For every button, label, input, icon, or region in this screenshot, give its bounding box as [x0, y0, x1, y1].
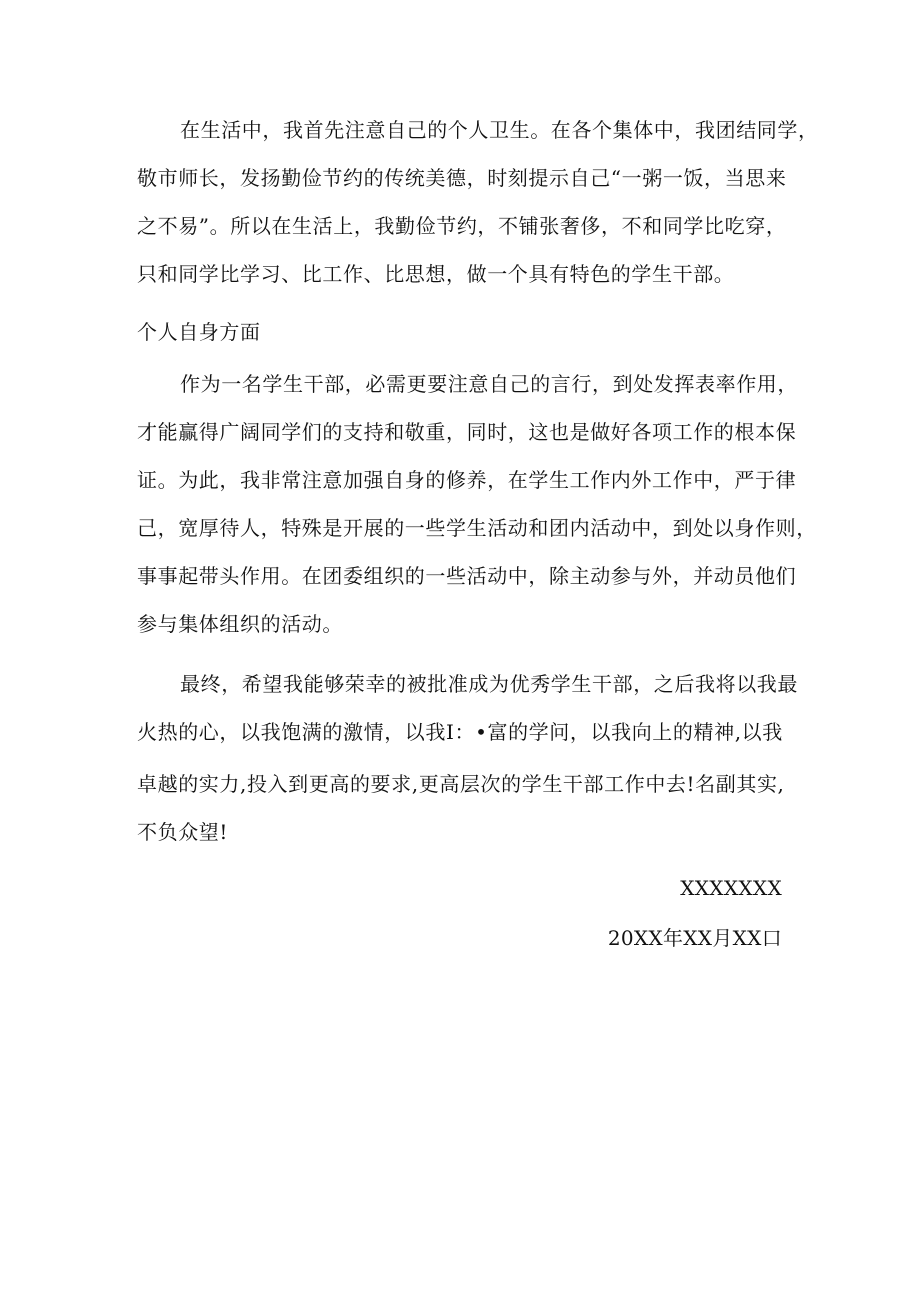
paragraph-1-line-4: 只和同学比学习、比工作、比思想，做一个具有特色的学生干部。	[137, 262, 735, 286]
paragraph-1-line-1: 在生活中，我首先注意自己的个人卫生。在各个集体中，我团结同学，	[180, 118, 819, 142]
paragraph-2-line-5: 事事起带头作用。在团委组织的一些活动中，除主动参与外，并动员他们	[137, 564, 797, 588]
signature-date: 20XX年XX月XX口	[607, 926, 782, 950]
paragraph-2-line-1: 作为一名学生干部，必需更要注意自己的言行，到处发挥表率作用，	[180, 372, 798, 396]
section-heading: 个人自身方面	[137, 320, 261, 344]
paragraph-2-line-2: 才能赢得广阔同学们的支持和敬重，同时，这也是做好各项工作的根本保	[137, 420, 797, 444]
paragraph-3-line-2: 火热的心，以我饱满的激情，以我I：•富的学问，以我向上的精神,以我	[137, 720, 783, 744]
paragraph-3-line-1: 最终，希望我能够荣幸的被批准成为优秀学生干部，之后我将以我最	[180, 672, 798, 696]
signature-name: XXXXXXX	[680, 876, 782, 900]
paragraph-2-line-4: 己，宽厚待人，特殊是开展的一些学生活动和团内活动中，到处以身作则，	[137, 516, 817, 540]
paragraph-3-line-4: 不负众望!	[137, 820, 229, 844]
paragraph-2-line-6: 参与集体组织的活动。	[137, 612, 343, 636]
paragraph-1-line-2: 敬市师长，发扬勤俭节约的传统美德，时刻提示自己“一粥一饭，当思来	[137, 166, 787, 190]
paragraph-1-line-3: 之不易”。所以在生活上，我勤俭节约，不铺张奢侈，不和同学比吃穿，	[137, 214, 787, 238]
paragraph-3-line-3: 卓越的实力,投入到更高的要求,更高层次的学生干部工作中去!名副其实,	[137, 772, 785, 796]
paragraph-2-line-3: 证。为此，我非常注意加强自身的修养，在学生工作内外工作中，严于律	[137, 468, 797, 492]
